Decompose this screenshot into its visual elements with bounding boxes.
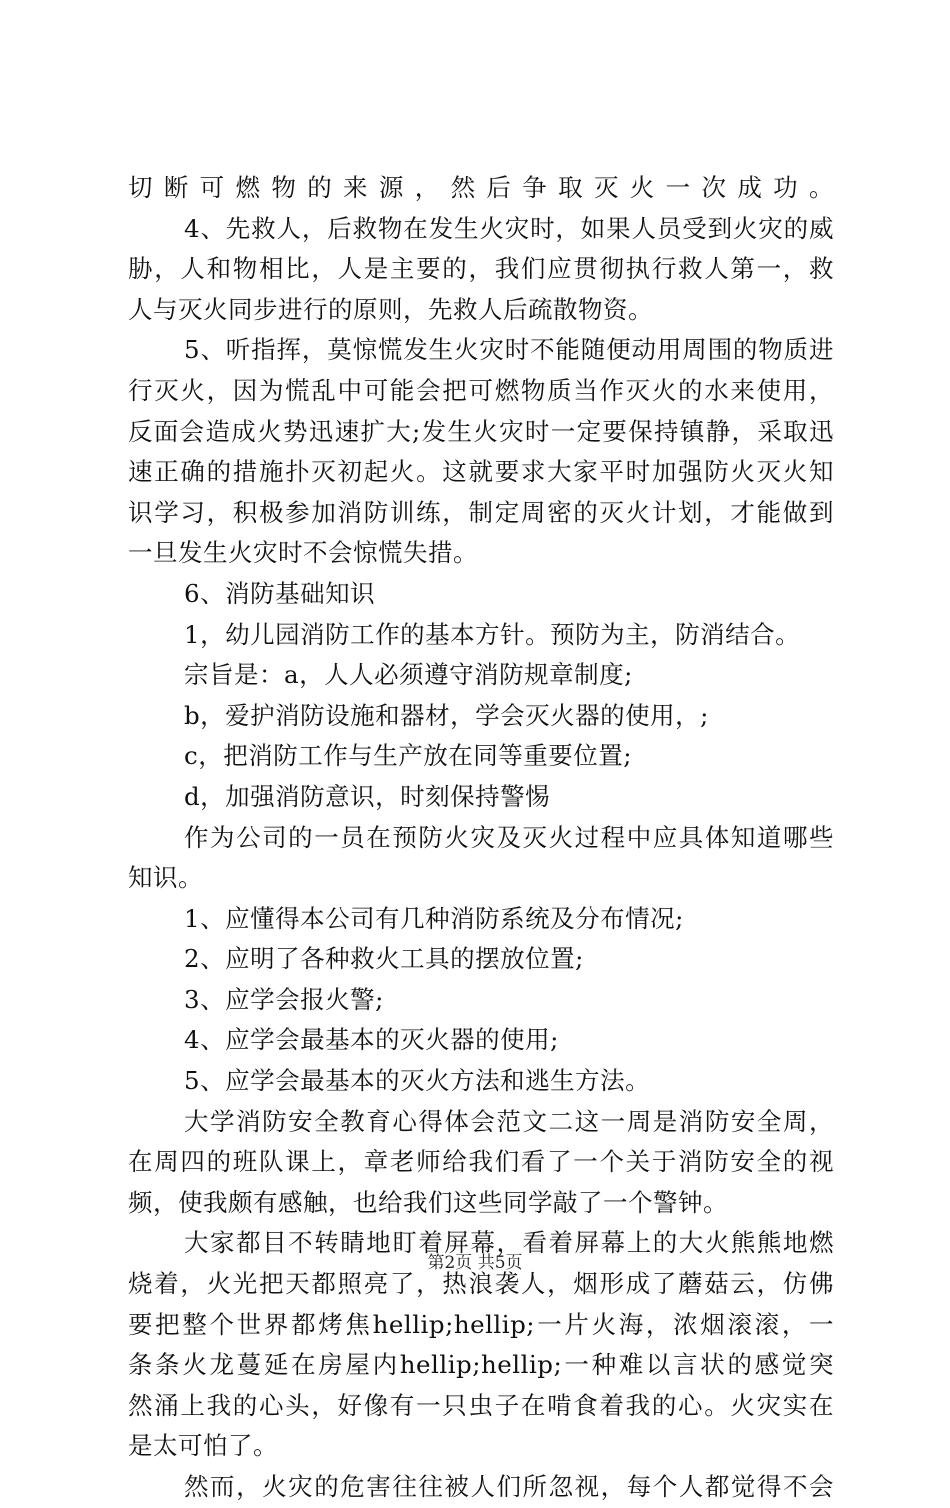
page-number-label: 第2页 共5页 xyxy=(427,1253,523,1273)
text-line: 4、应学会最基本的灭火器的使用; xyxy=(184,1025,559,1055)
text-line: 切断可燃物的来源，然后争取灭火一次成功。 xyxy=(128,173,834,202)
text-line: 频，使我颇有感触，也给我们这些同学敲了一个警钟。 xyxy=(128,1187,728,1217)
text-line: 大学消防安全教育心得体会范文二这一周是消防安全周， xyxy=(184,1106,834,1136)
text-line: 条条火龙蔓延在房屋内hellip;hellip;一种难以言状的感觉突 xyxy=(128,1350,834,1380)
text-line: 3、应学会报火警; xyxy=(184,984,384,1014)
text-line: b，爱护消防设施和器材，学会灭火器的使用，; xyxy=(184,700,709,730)
text-line: 然而，火灾的危害往往被人们所忽视，每个人都觉得不会 xyxy=(184,1472,834,1501)
document-body xyxy=(128,168,834,1508)
text-line: 在周四的班队课上，章老师给我们看了一个关于消防安全的视 xyxy=(128,1147,834,1177)
text-line: 行灭火，因为慌乱中可能会把可燃物质当作灭火的水来使用， xyxy=(128,375,834,405)
text-line: c，把消防工作与生产放在同等重要位置; xyxy=(184,741,632,771)
text-line: 一旦发生火灾时不会惊慌失措。 xyxy=(128,538,478,568)
text-line: 要把整个世界都烤焦hellip;hellip;一片火海，浓烟滚滚，一 xyxy=(128,1309,834,1339)
text-line: 1、应懂得本公司有几种消防系统及分布情况; xyxy=(184,903,684,933)
text-line: 识学习，积极参加消防训练，制定周密的灭火计划，才能做到 xyxy=(128,497,834,527)
text-line: d，加强消防意识，时刻保持警惕 xyxy=(184,781,551,811)
text-line: 5、听指挥，莫惊慌发生火灾时不能随便动用周围的物质进 xyxy=(184,335,834,365)
text-line: 然涌上我的心头，好像有一只虫子在啃食着我的心。火灾实在 xyxy=(128,1390,834,1420)
text-line: 5、应学会最基本的灭火方法和逃生方法。 xyxy=(184,1066,651,1096)
text-line: 烧着，火光把天都照亮了，热浪袭人，烟形成了蘑菇云，仿佛 xyxy=(128,1269,834,1299)
text-line: 宗旨是：a，人人必须遵守消防规章制度; xyxy=(184,660,633,690)
text-line: 知识。 xyxy=(128,863,203,893)
text-line: 1，幼儿园消防工作的基本方针。预防为主，防消结合。 xyxy=(184,619,801,649)
text-line: 大家都目不转睛地盯着屏幕，看着屏幕上的大火熊熊地燃 xyxy=(184,1228,834,1258)
text-line: 是太可怕了。 xyxy=(128,1431,278,1461)
text-line: 人与灭火同步进行的原则，先救人后疏散物资。 xyxy=(128,294,653,324)
page-footer xyxy=(0,1252,950,1274)
text-line: 4、先救人，后救物在发生火灾时，如果人员受到火灾的威 xyxy=(184,213,834,243)
text-line: 作为公司的一员在预防火灾及灭火过程中应具体知道哪些 xyxy=(184,822,834,852)
text-line: 2、应明了各种救火工具的摆放位置; xyxy=(184,944,584,974)
text-line: 速正确的措施扑灭初起火。这就要求大家平时加强防火灭火知 xyxy=(128,457,834,487)
text-line: 胁，人和物相比，人是主要的，我们应贯彻执行救人第一，救 xyxy=(128,254,834,284)
text-line: 6、消防基础知识 xyxy=(184,578,376,608)
text-line: 反面会造成火势迅速扩大;发生火灾时一定要保持镇静，采取迅 xyxy=(128,416,834,446)
